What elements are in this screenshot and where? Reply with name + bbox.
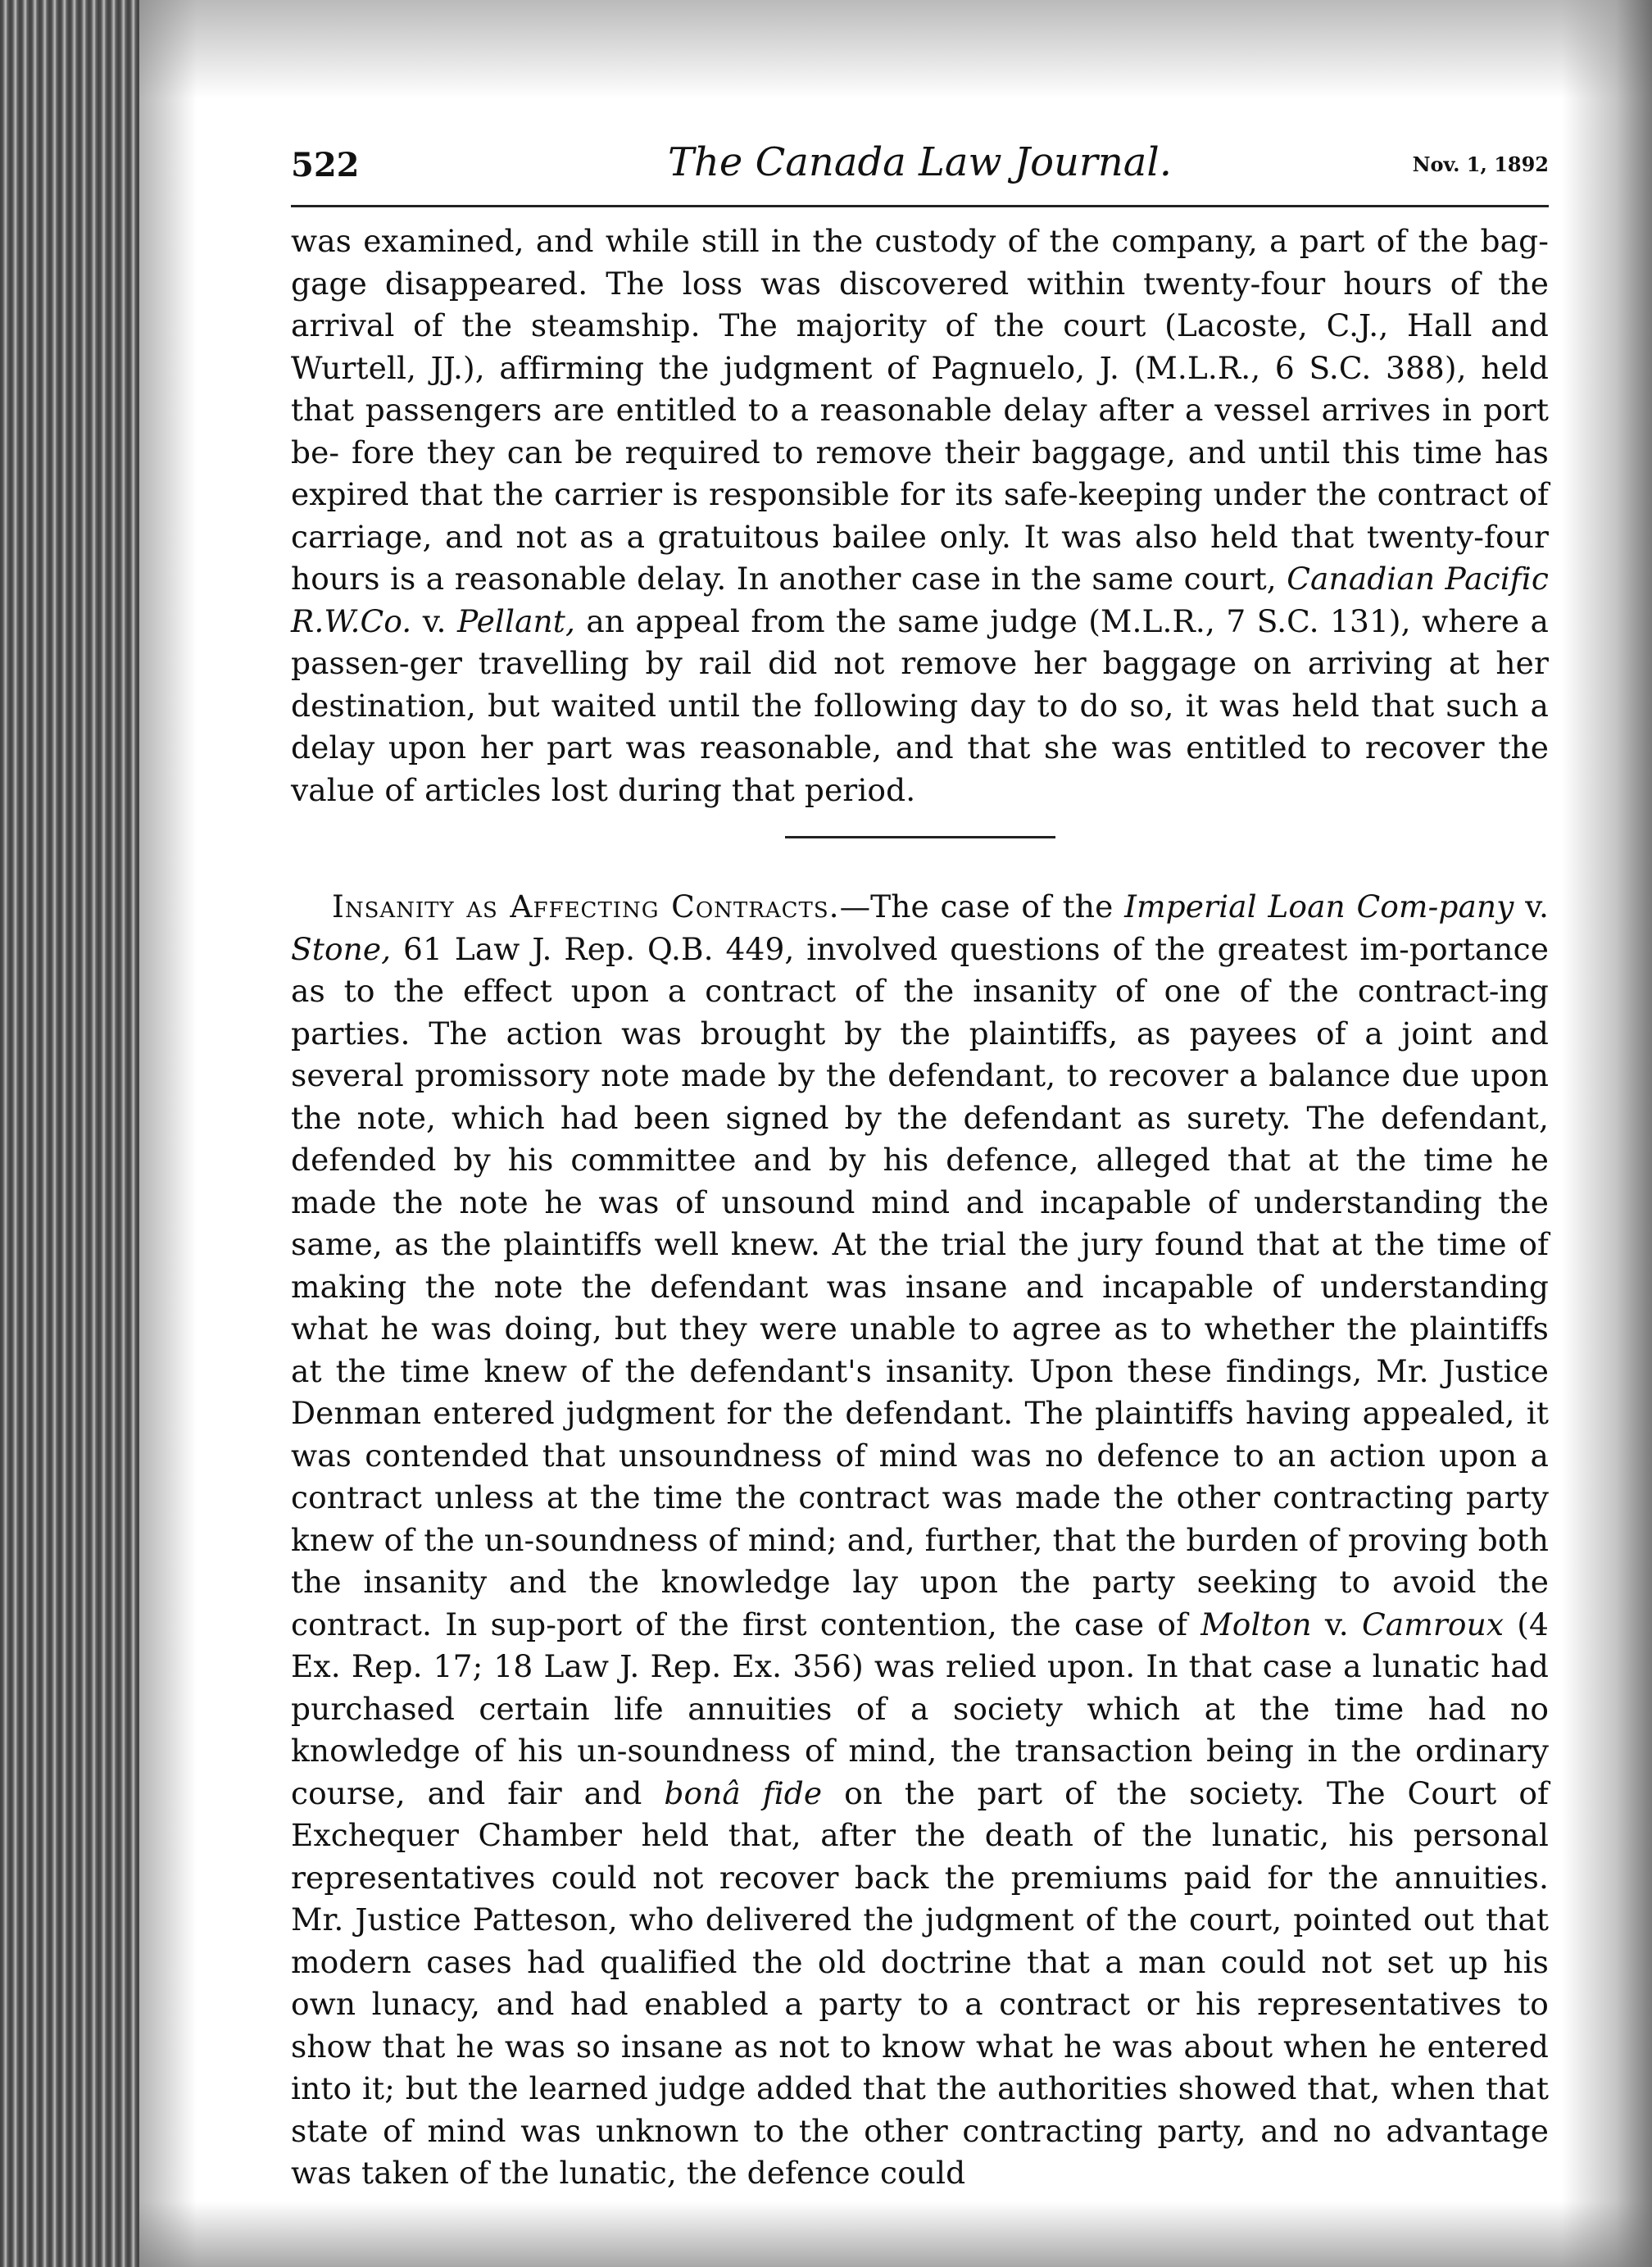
journal-title: The Canada Law Journal.	[667, 139, 1173, 185]
header-rule	[291, 205, 1549, 207]
case-name: Stone,	[291, 930, 392, 967]
paragraph-insanity	[291, 886, 1549, 2195]
case-versus: v.	[1514, 888, 1549, 925]
p2-text: on the part of the society. The Court of Exchequer Chamber held that, after the death of the lunatic, his personal representatives could not recover back the premiums paid for the annuities. Mr. Justice Patteson, who delivered the judgment of the court, pointed out that modern cases had qualified the old doctrine that a man could not set up his own lunacy, and had enabled a party to a contract or his representatives to show that he was so insane as not to know what he was about when he entered into it; but the learned judge added that the authorities showed that, when that state of mind was unknown to the other contracting party, and no advantage was taken of the lunatic, the defence could	[291, 1774, 1550, 2191]
page-number: 522	[291, 146, 360, 184]
p1-line: and not as a gratuitous bailee only. It was also held that twenty-four hours is a	[291, 518, 1549, 597]
p1-line: was examined, and while still in the custody of the company, a part of the bag-	[291, 223, 1549, 259]
page-content	[291, 139, 1549, 2195]
p2-text: (4 Ex. Rep. 17; 18 Law J. Rep. Ex. 356) was relied upon. In that case a lunatic had purchased certain life annuities of a society which at the time had no knowledge of his un-soundness of mind, the transaction being in the ordinary course, and fair and	[291, 1606, 1549, 1811]
case-name: Canadian Pacific R.W.Co.	[291, 561, 1549, 639]
p1-line: gage disappeared. The loss was discovered within twenty-four hours of the	[291, 265, 1549, 302]
case-name: Camroux	[1361, 1606, 1504, 1642]
issue-date: Nov. 1, 1892	[1412, 152, 1549, 176]
case-name: Imperial Loan Com-pany	[1124, 888, 1514, 925]
case-name: Molton	[1200, 1606, 1312, 1642]
latin-phrase: bonâ fide	[664, 1774, 823, 1811]
p2-text: 61 Law J. Rep. Q.B. 449, involved questions of the greatest im-portance as to the effect upon a contract of the insanity of one of the contract-ing parties. The action was brought by the plaintiffs, as payees of a joint and several promissory note made by the defendant, to recover a balance due upon the note, which had been signed by the defendant as surety. The defendant, defended by his committee and by his defence, alleged that at the time he made the note he was of unsound mind and incapable of understanding the same, as the plaintiffs well knew. At the trial the jury found that at the time of making the note the defendant was insane and incapable of understanding what he was doing, but they were unable to agree as to whether the plaintiffs at the time knew of the defendant's insanity. Upon these findings, Mr. Justice Denman entered judgment for the defendant. The plaintiffs having appealed, it was contended that unsoundness of mind was no defence to an action upon a contract unless at the time the contract was made the other contracting party knew of the un-soundness of mind; and, further, that the burden of proving both the insanity and the knowledge lay upon the party seeking to avoid the contract. In sup-port of the first contention, the case of	[291, 930, 1549, 1642]
paragraph-baggage	[291, 220, 1549, 811]
case-name: Pellant,	[456, 602, 575, 639]
scan-right-shadow	[1562, 0, 1652, 2267]
case-versus: v.	[1311, 1606, 1362, 1642]
p1-line: fore they can be required to remove their baggage, and until this time has expired	[291, 434, 1549, 512]
running-head	[291, 139, 1549, 197]
p1-line: arrival of the steamship. The majority of the court (Lacoste, C.J., Hall and	[291, 307, 1549, 343]
p1-rest: an appeal from the same judge (M.L.R., 7 S.C. 131), where a passen-ger travelling by rail did not remove her baggage on arriving at her destination, but waited until the following day to do so, it was held that such a delay upon her part was reasonable, and that she was entitled to recover the value of articles lost during that period.	[291, 602, 1549, 808]
p1-line: that the carrier is responsible for its safe-keeping under the contract of carriage,	[291, 476, 1549, 555]
scan-top-shadow	[139, 0, 1652, 98]
book-spine-edge	[0, 0, 139, 2267]
section-heading: Insanity as Affecting Contracts.	[332, 888, 840, 925]
p2-text: —The case of the	[839, 888, 1125, 925]
case-versus: v.	[411, 602, 457, 639]
p1-line: that passengers are entitled to a reasonable delay after a vessel arrives in port be-	[291, 392, 1549, 470]
p1-line: Wurtell, JJ.), affirming the judgment of Pagnuelo, J. (M.L.R., 6 S.C. 388), held	[291, 349, 1549, 386]
scan-bottom-shadow	[139, 2201, 1652, 2267]
spine-shadow	[139, 0, 197, 2267]
section-divider	[785, 836, 1055, 838]
p1-line: reasonable delay. In another case in the same court,	[454, 561, 1287, 597]
